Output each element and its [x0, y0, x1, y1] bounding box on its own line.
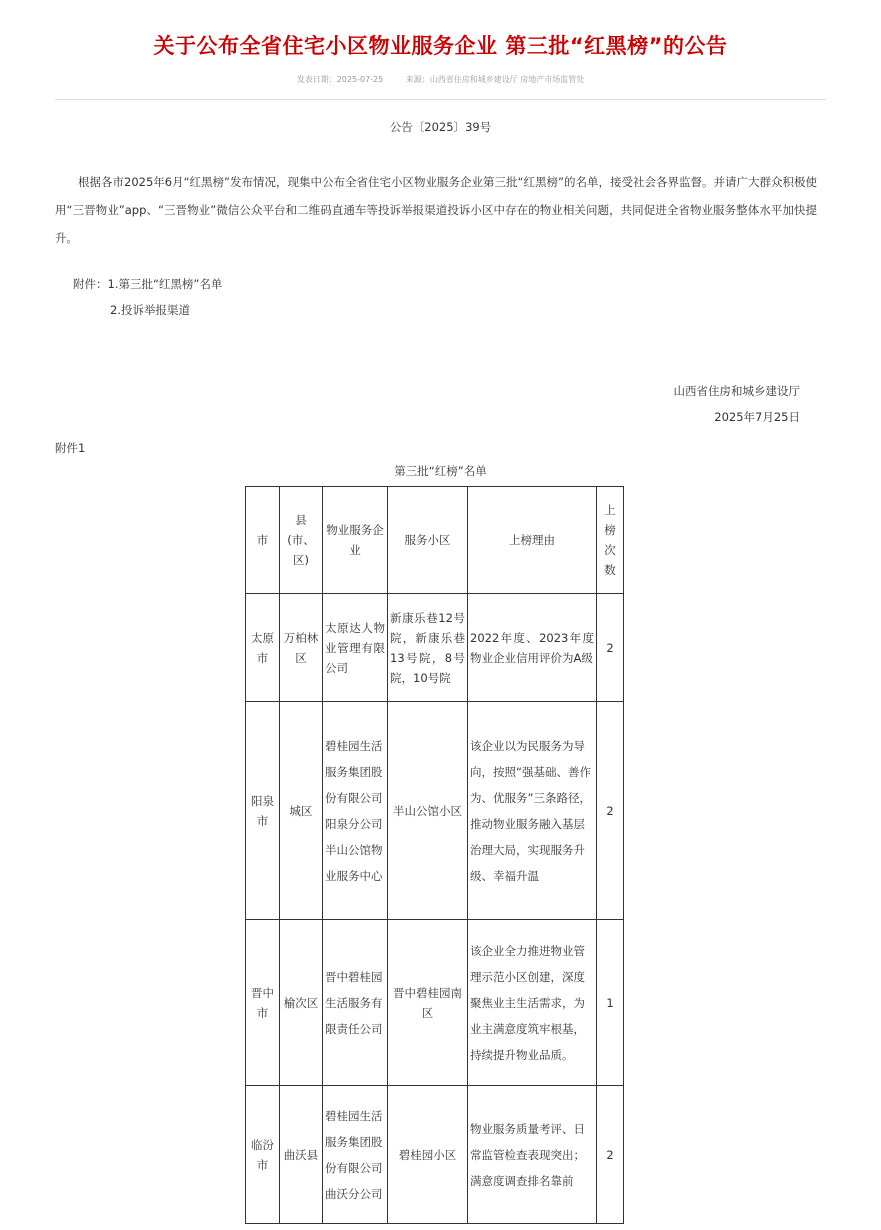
article-meta	[0, 74, 881, 85]
article-source	[406, 75, 585, 84]
divider	[55, 99, 826, 100]
signature-date: 2025年7月25日	[714, 410, 800, 424]
notice-body: 根据各市2025年6月“红黑榜”发布情况，现集中公布全省住宅小区物业服务企业第三批“红黑榜”的名单，接受社会各界监督。并请广大群众积极使用“三晋物业”app、“三晋物业”微信公众平台和二维码直通车等投诉举报渠道投诉小区中存在的物业相关问题，共同促进全省物业服务整体水平加快提升。	[55, 175, 817, 245]
cell-reason: 2022年度、2023年度物业企业信用评价为A级	[468, 594, 597, 702]
cell-company: 碧桂园生活服务集团股份有限公司曲沃分公司	[323, 1086, 388, 1224]
page-title: 关于公布全省住宅小区物业服务企业 第三批“红黑榜”的公告	[153, 34, 728, 58]
cell-county: 榆次区	[280, 920, 323, 1086]
cell-community: 碧桂园小区	[388, 1086, 468, 1224]
cell-city: 太原市	[246, 594, 280, 702]
cell-reason: 该企业以为民服务为导向，按照“强基础、善作为、优服务”三条路径，推动物业服务融入基层治理大局，实现服务升级、幸福升温	[468, 702, 597, 920]
cell-count: 2	[597, 1086, 624, 1224]
cell-city: 临汾市	[246, 1086, 280, 1224]
cell-count: 2	[597, 594, 624, 702]
cell-county: 曲沃县	[280, 1086, 323, 1224]
cell-company: 晋中碧桂园生活服务有限责任公司	[323, 920, 388, 1086]
cell-county: 万柏林区	[280, 594, 323, 702]
publish-date	[297, 75, 384, 84]
col-county: 县(市、区)	[280, 487, 323, 594]
cell-reason: 物业服务质量考评、日常监管检查表现突出；满意度调查排名靠前	[468, 1086, 597, 1224]
col-city: 市	[246, 487, 280, 594]
table-header-row	[246, 487, 624, 594]
col-count: 上榜次数	[597, 487, 624, 594]
red-list-table	[245, 486, 624, 1224]
attachment-2: 2.投诉举报渠道	[110, 303, 190, 317]
document-number: 公告〔2025〕39号	[389, 120, 492, 134]
col-company: 物业服务企业	[323, 487, 388, 594]
cell-community: 晋中碧桂园南区	[388, 920, 468, 1086]
publish-date-label: 发表日期：	[296, 75, 337, 84]
col-reason: 上榜理由	[468, 487, 597, 594]
cell-city: 阳泉市	[246, 702, 280, 920]
table-title: 第三批“红榜”名单	[394, 464, 487, 478]
source-value: 山西省住房和城乡建设厅 房地产市场监管处	[429, 75, 585, 84]
table-row	[246, 594, 624, 702]
source-label: 来源：	[405, 75, 430, 84]
table-row	[246, 1086, 624, 1224]
cell-count: 1	[597, 920, 624, 1086]
cell-company: 碧桂园生活服务集团股份有限公司阳泉分公司半山公馆物业服务中心	[323, 702, 388, 920]
signature-org: 山西省住房和城乡建设厅	[673, 384, 800, 398]
cell-community: 半山公馆小区	[388, 702, 468, 920]
attachment-1: 附件：1.第三批“红黑榜”名单	[73, 277, 223, 291]
cell-city: 晋中市	[246, 920, 280, 1086]
cell-company: 太原达人物业管理有限公司	[323, 594, 388, 702]
table-row	[246, 920, 624, 1086]
cell-count: 2	[597, 702, 624, 920]
table-row	[246, 702, 624, 920]
cell-community: 新康乐巷12号院，新康乐巷13号院，8号院，10号院	[388, 594, 468, 702]
publish-date-value: 2025-07-25	[336, 75, 384, 84]
annex-label: 附件1	[55, 441, 86, 455]
cell-county: 城区	[280, 702, 323, 920]
cell-reason: 该企业全力推进物业管理示范小区创建，深度聚焦业主生活需求，为业主满意度筑牢根基，持续提升物业品质。	[468, 920, 597, 1086]
col-community: 服务小区	[388, 487, 468, 594]
